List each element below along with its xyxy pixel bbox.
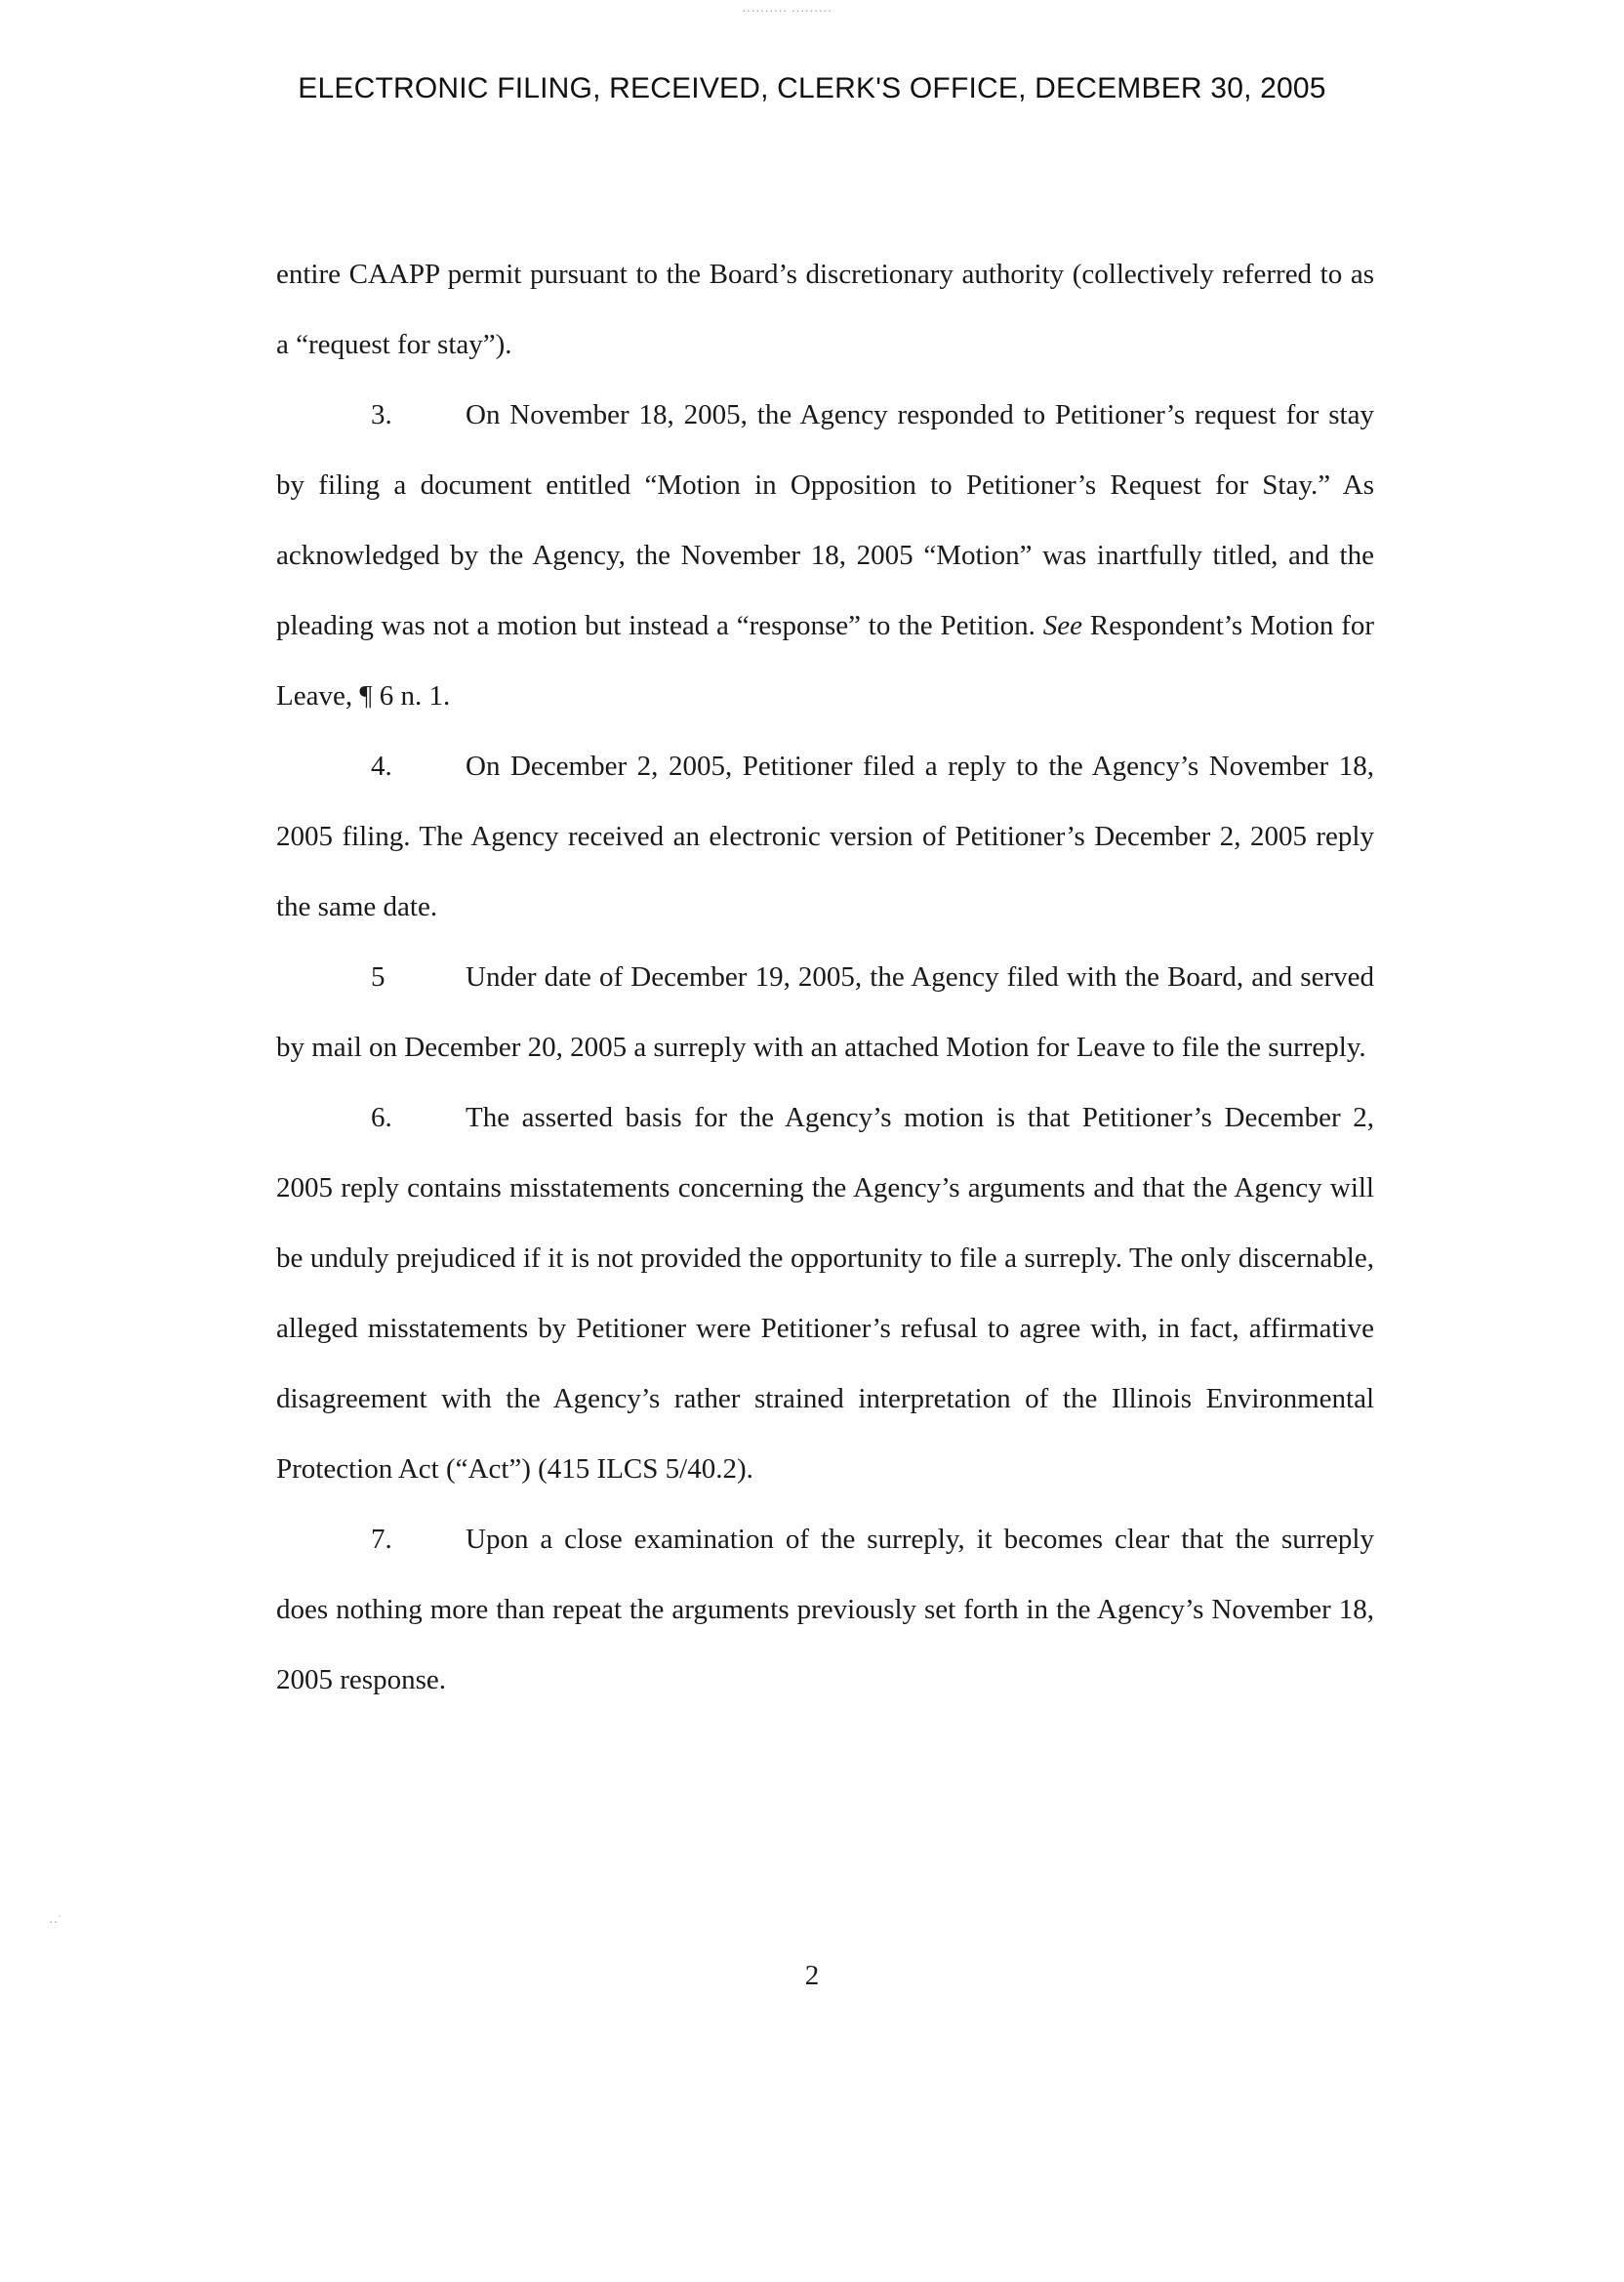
paragraph-text: entire CAAPP permit pursuant to the Board’s discretionary authority (collectively referred to as a “request for stay”).	[276, 259, 1374, 360]
paragraph-3	[276, 380, 1374, 731]
paragraph-text: Under date of December 19, 2005, the Agency filed with the Board, and served by mail on December 20, 2005 a surreply with an attached Motion for Leave to file the surreply.	[276, 961, 1374, 1063]
paragraph-number: 5	[371, 961, 386, 993]
paragraph-citation: Respondent’s Motion for Leave, ¶ 6 n. 1.	[276, 610, 1375, 712]
scan-artifact: ·········· ·········	[742, 2, 832, 18]
paragraph-5	[276, 942, 1374, 1082]
page-number: 2	[804, 1960, 820, 1991]
citation-signal: See	[1042, 610, 1083, 641]
paragraph-continued	[276, 239, 1374, 380]
paragraph-number: 7.	[371, 1524, 392, 1555]
document-body	[276, 239, 1374, 1715]
paragraph-text: On November 18, 2005, the Agency responded to Petitioner’s request for stay by filing a document entitled “Motion in Opposition to Petitioner’s Request for Stay.” As acknowledged by the Agency, the November 18, 2005 “Motion” was inartfully titled, and the pleading was not a motion but instead a “response” to the Petition.	[276, 399, 1374, 641]
paragraph-number: 6.	[371, 1102, 392, 1133]
scan-artifact: ··˙	[49, 1913, 62, 1929]
paragraph-number: 4.	[371, 751, 392, 782]
paragraph-text: On December 2, 2005, Petitioner filed a reply to the Agency’s November 18, 2005 filing. The Agency received an electronic version of Petitioner’s December 2, 2005 reply the same date.	[276, 751, 1374, 922]
filing-header: ELECTRONIC FILING, RECEIVED, CLERK'S OFFICE, DECEMBER 30, 2005	[298, 72, 1326, 104]
paragraph-7	[276, 1504, 1374, 1715]
paragraph-number: 3.	[371, 399, 392, 430]
paragraph-text: Upon a close examination of the surreply, it becomes clear that the surreply does nothing more than repeat the arguments previously set forth in the Agency’s November 18, 2005 response.	[276, 1524, 1374, 1695]
paragraph-6	[276, 1082, 1374, 1504]
paragraph-4	[276, 731, 1374, 942]
paragraph-text: The asserted basis for the Agency’s motion is that Petitioner’s December 2, 2005 reply contains misstatements concerning the Agency’s arguments and that the Agency will be unduly prejudiced if it is not provided the opportunity to file a surreply. The only discernable, alleged misstatements by Petitioner were Petitioner’s refusal to agree with, in fact, affirmative disagreement with the Agency’s rather strained interpretation of the Illinois Environmental Protection Act (“Act”) (415 ILCS 5/40.2).	[276, 1102, 1374, 1485]
